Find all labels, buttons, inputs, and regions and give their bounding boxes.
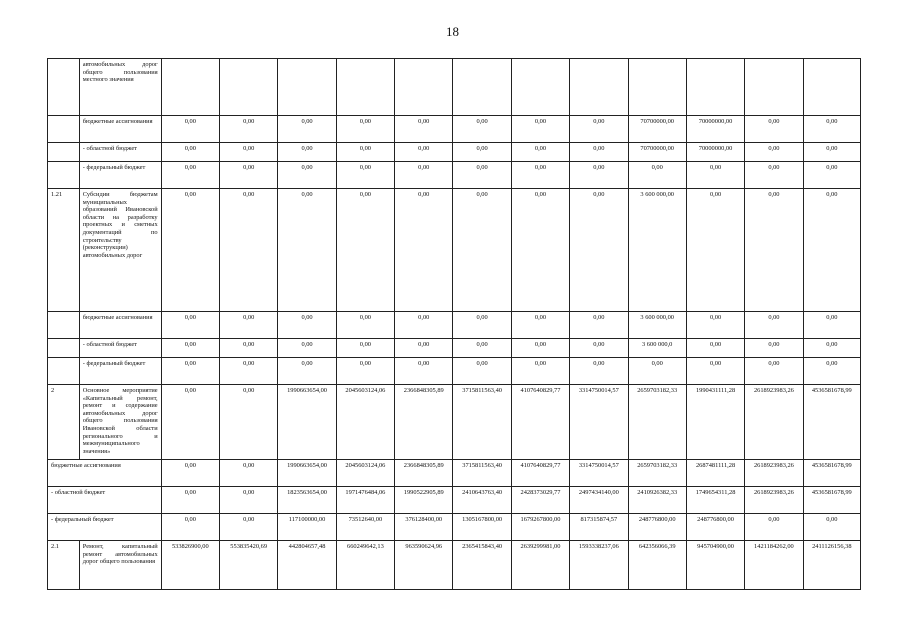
value-cell: 0,00: [278, 116, 336, 143]
value-cell: 0,00: [511, 189, 569, 312]
value-cell: 0,00: [336, 162, 394, 189]
value-cell: 0,00: [511, 143, 569, 162]
value-cell: 1990663654,00: [278, 385, 336, 460]
row-index: 2: [48, 385, 80, 460]
value-cell: 2411126156,38: [803, 541, 860, 590]
row-index: [48, 162, 80, 189]
value-cell: 0,00: [453, 116, 511, 143]
value-cell: 3715811563,40: [453, 460, 511, 487]
row-description: Субсидии бюджетам муниципальных образований Ивановской области на разработку проектных и сметных документаций по строительству (реконструкции) автомобильных дорог: [79, 189, 161, 312]
value-cell: 1990663654,00: [278, 460, 336, 487]
value-cell: 0,00: [395, 339, 453, 358]
table-row: [48, 514, 861, 541]
value-cell: 0,00: [745, 162, 803, 189]
value-cell: 2045603124,06: [336, 460, 394, 487]
table-row: [48, 460, 861, 487]
value-cell: 0,00: [686, 189, 744, 312]
row-description: Основное мероприятие «Капитальный ремонт, ремонт и содержание автомобильных дорог общего пользования Ивановской области регионального и межмуниципального значения»: [79, 385, 161, 460]
table-row: [48, 143, 861, 162]
value-cell: 4107640829,77: [511, 460, 569, 487]
value-cell: 0,00: [278, 162, 336, 189]
value-cell: 963590624,96: [395, 541, 453, 590]
value-cell: 70700000,00: [628, 143, 686, 162]
value-cell: 0,00: [278, 189, 336, 312]
value-cell: 4536581678,99: [803, 487, 860, 514]
value-cell: 1749654311,28: [686, 487, 744, 514]
value-cell: 0,00: [628, 358, 686, 385]
value-cell: [628, 59, 686, 116]
value-cell: [511, 59, 569, 116]
value-cell: 0,00: [745, 312, 803, 339]
value-cell: 0,00: [220, 312, 278, 339]
value-cell: 0,00: [511, 339, 569, 358]
value-cell: 0,00: [220, 143, 278, 162]
value-cell: [803, 59, 860, 116]
value-cell: 0,00: [803, 189, 860, 312]
budget-table: [47, 58, 861, 590]
value-cell: 4536581678,99: [803, 385, 860, 460]
table-row: [48, 385, 861, 460]
value-cell: 533826900,00: [161, 541, 219, 590]
value-cell: 1679267800,00: [511, 514, 569, 541]
row-description: - областной бюджет: [48, 487, 162, 514]
value-cell: 0,00: [278, 358, 336, 385]
value-cell: 2659703182,33: [628, 460, 686, 487]
value-cell: 2497434140,00: [570, 487, 628, 514]
value-cell: 2687481111,28: [686, 460, 744, 487]
value-cell: 0,00: [511, 116, 569, 143]
value-cell: 0,00: [161, 143, 219, 162]
value-cell: 553835420,69: [220, 541, 278, 590]
value-cell: 0,00: [686, 339, 744, 358]
value-cell: 3715811563,40: [453, 385, 511, 460]
value-cell: 2366848305,89: [395, 385, 453, 460]
value-cell: 0,00: [803, 116, 860, 143]
value-cell: 0,00: [395, 162, 453, 189]
value-cell: 3 600 000,00: [628, 189, 686, 312]
value-cell: 0,00: [803, 339, 860, 358]
value-cell: 0,00: [628, 162, 686, 189]
value-cell: 0,00: [395, 116, 453, 143]
value-cell: 248776800,00: [686, 514, 744, 541]
value-cell: 0,00: [336, 189, 394, 312]
value-cell: 0,00: [453, 358, 511, 385]
value-cell: 0,00: [161, 116, 219, 143]
value-cell: 0,00: [745, 358, 803, 385]
value-cell: 0,00: [803, 312, 860, 339]
value-cell: 0,00: [395, 358, 453, 385]
value-cell: 0,00: [570, 189, 628, 312]
value-cell: [686, 59, 744, 116]
table-row: [48, 162, 861, 189]
value-cell: 70000000,00: [686, 116, 744, 143]
value-cell: 0,00: [745, 189, 803, 312]
value-cell: 0,00: [803, 358, 860, 385]
value-cell: 0,00: [570, 116, 628, 143]
value-cell: 4107640829,77: [511, 385, 569, 460]
table-row: [48, 189, 861, 312]
value-cell: 0,00: [570, 143, 628, 162]
value-cell: 817315874,57: [570, 514, 628, 541]
row-description: - федеральный бюджет: [79, 162, 161, 189]
value-cell: 0,00: [745, 339, 803, 358]
value-cell: 1421184262,00: [745, 541, 803, 590]
row-index: [48, 312, 80, 339]
value-cell: 0,00: [161, 189, 219, 312]
value-cell: [161, 59, 219, 116]
value-cell: 0,00: [686, 312, 744, 339]
value-cell: [278, 59, 336, 116]
row-description: - областной бюджет: [79, 143, 161, 162]
value-cell: 0,00: [336, 312, 394, 339]
value-cell: 0,00: [220, 339, 278, 358]
value-cell: 1593338237,06: [570, 541, 628, 590]
value-cell: [336, 59, 394, 116]
value-cell: 117100000,00: [278, 514, 336, 541]
row-description: Ремонт, капитальный ремонт автомобильных дорог общего пользования: [79, 541, 161, 590]
value-cell: 0,00: [220, 487, 278, 514]
value-cell: 0,00: [220, 189, 278, 312]
value-cell: 0,00: [745, 514, 803, 541]
value-cell: 1305167800,00: [453, 514, 511, 541]
value-cell: 1823563654,00: [278, 487, 336, 514]
value-cell: 2428373029,77: [511, 487, 569, 514]
value-cell: 2365415843,40: [453, 541, 511, 590]
value-cell: 0,00: [686, 358, 744, 385]
value-cell: 0,00: [453, 339, 511, 358]
value-cell: 0,00: [395, 312, 453, 339]
value-cell: 2045603124,06: [336, 385, 394, 460]
value-cell: 2410926382,33: [628, 487, 686, 514]
value-cell: 0,00: [395, 143, 453, 162]
value-cell: 73512640,00: [336, 514, 394, 541]
value-cell: [220, 59, 278, 116]
value-cell: [570, 59, 628, 116]
value-cell: 0,00: [220, 460, 278, 487]
value-cell: 248776800,00: [628, 514, 686, 541]
value-cell: 0,00: [161, 339, 219, 358]
value-cell: 0,00: [453, 312, 511, 339]
value-cell: 2618923983,26: [745, 460, 803, 487]
value-cell: 3314750014,57: [570, 460, 628, 487]
row-index: [48, 59, 80, 116]
value-cell: 1990522905,89: [395, 487, 453, 514]
value-cell: 0,00: [161, 514, 219, 541]
value-cell: 0,00: [220, 358, 278, 385]
value-cell: 3 600 000,00: [628, 312, 686, 339]
value-cell: 0,00: [686, 162, 744, 189]
table-row: [48, 541, 861, 590]
row-index: 2.1: [48, 541, 80, 590]
value-cell: 3 600 000,0: [628, 339, 686, 358]
value-cell: 1971476484,06: [336, 487, 394, 514]
value-cell: 2410643763,40: [453, 487, 511, 514]
table-row: [48, 339, 861, 358]
value-cell: 0,00: [161, 162, 219, 189]
value-cell: 0,00: [511, 162, 569, 189]
value-cell: 0,00: [395, 189, 453, 312]
value-cell: [395, 59, 453, 116]
row-index: [48, 143, 80, 162]
table-row: [48, 116, 861, 143]
value-cell: 70000000,00: [686, 143, 744, 162]
value-cell: 2639299981,00: [511, 541, 569, 590]
value-cell: 1990431111,28: [686, 385, 744, 460]
value-cell: 0,00: [220, 162, 278, 189]
value-cell: 945704900,00: [686, 541, 744, 590]
value-cell: 442804657,48: [278, 541, 336, 590]
value-cell: 0,00: [161, 312, 219, 339]
value-cell: 0,00: [161, 487, 219, 514]
row-description: автомобильных дорог общего пользования местного значения: [79, 59, 161, 116]
value-cell: 0,00: [803, 514, 860, 541]
value-cell: 0,00: [745, 143, 803, 162]
value-cell: 0,00: [336, 339, 394, 358]
value-cell: 0,00: [803, 143, 860, 162]
value-cell: 0,00: [570, 339, 628, 358]
value-cell: 2618923983,26: [745, 385, 803, 460]
value-cell: 0,00: [220, 385, 278, 460]
value-cell: 0,00: [511, 312, 569, 339]
value-cell: 0,00: [336, 358, 394, 385]
value-cell: 376128400,00: [395, 514, 453, 541]
value-cell: 4536581678,99: [803, 460, 860, 487]
value-cell: 0,00: [453, 189, 511, 312]
row-description: - федеральный бюджет: [79, 358, 161, 385]
value-cell: 2618923983,26: [745, 487, 803, 514]
row-description: - областной бюджет: [79, 339, 161, 358]
value-cell: 0,00: [161, 460, 219, 487]
table-row: [48, 487, 861, 514]
row-index: [48, 116, 80, 143]
table-row: [48, 358, 861, 385]
value-cell: 0,00: [336, 116, 394, 143]
value-cell: 2659703182,33: [628, 385, 686, 460]
value-cell: 0,00: [336, 143, 394, 162]
value-cell: 0,00: [278, 312, 336, 339]
table-row: [48, 312, 861, 339]
value-cell: [453, 59, 511, 116]
value-cell: 0,00: [570, 358, 628, 385]
value-cell: 0,00: [745, 116, 803, 143]
value-cell: 0,00: [161, 358, 219, 385]
row-description: бюджетные ассигнования: [48, 460, 162, 487]
value-cell: 0,00: [161, 385, 219, 460]
value-cell: 0,00: [220, 116, 278, 143]
value-cell: 2366848305,89: [395, 460, 453, 487]
row-description: бюджетные ассигнования: [79, 312, 161, 339]
value-cell: 0,00: [453, 162, 511, 189]
value-cell: 0,00: [570, 162, 628, 189]
table-row: [48, 59, 861, 116]
value-cell: 0,00: [570, 312, 628, 339]
value-cell: 70700000,00: [628, 116, 686, 143]
value-cell: 0,00: [278, 143, 336, 162]
value-cell: 0,00: [803, 162, 860, 189]
value-cell: 0,00: [220, 514, 278, 541]
row-index: 1.21: [48, 189, 80, 312]
value-cell: 642356066,39: [628, 541, 686, 590]
row-description: - федеральный бюджет: [48, 514, 162, 541]
row-index: [48, 358, 80, 385]
value-cell: 0,00: [511, 358, 569, 385]
page-number: 18: [446, 24, 459, 39]
value-cell: 3314750014,57: [570, 385, 628, 460]
row-description: бюджетные ассигнования: [79, 116, 161, 143]
value-cell: 0,00: [278, 339, 336, 358]
value-cell: 660249642,13: [336, 541, 394, 590]
value-cell: [745, 59, 803, 116]
value-cell: 0,00: [453, 143, 511, 162]
row-index: [48, 339, 80, 358]
